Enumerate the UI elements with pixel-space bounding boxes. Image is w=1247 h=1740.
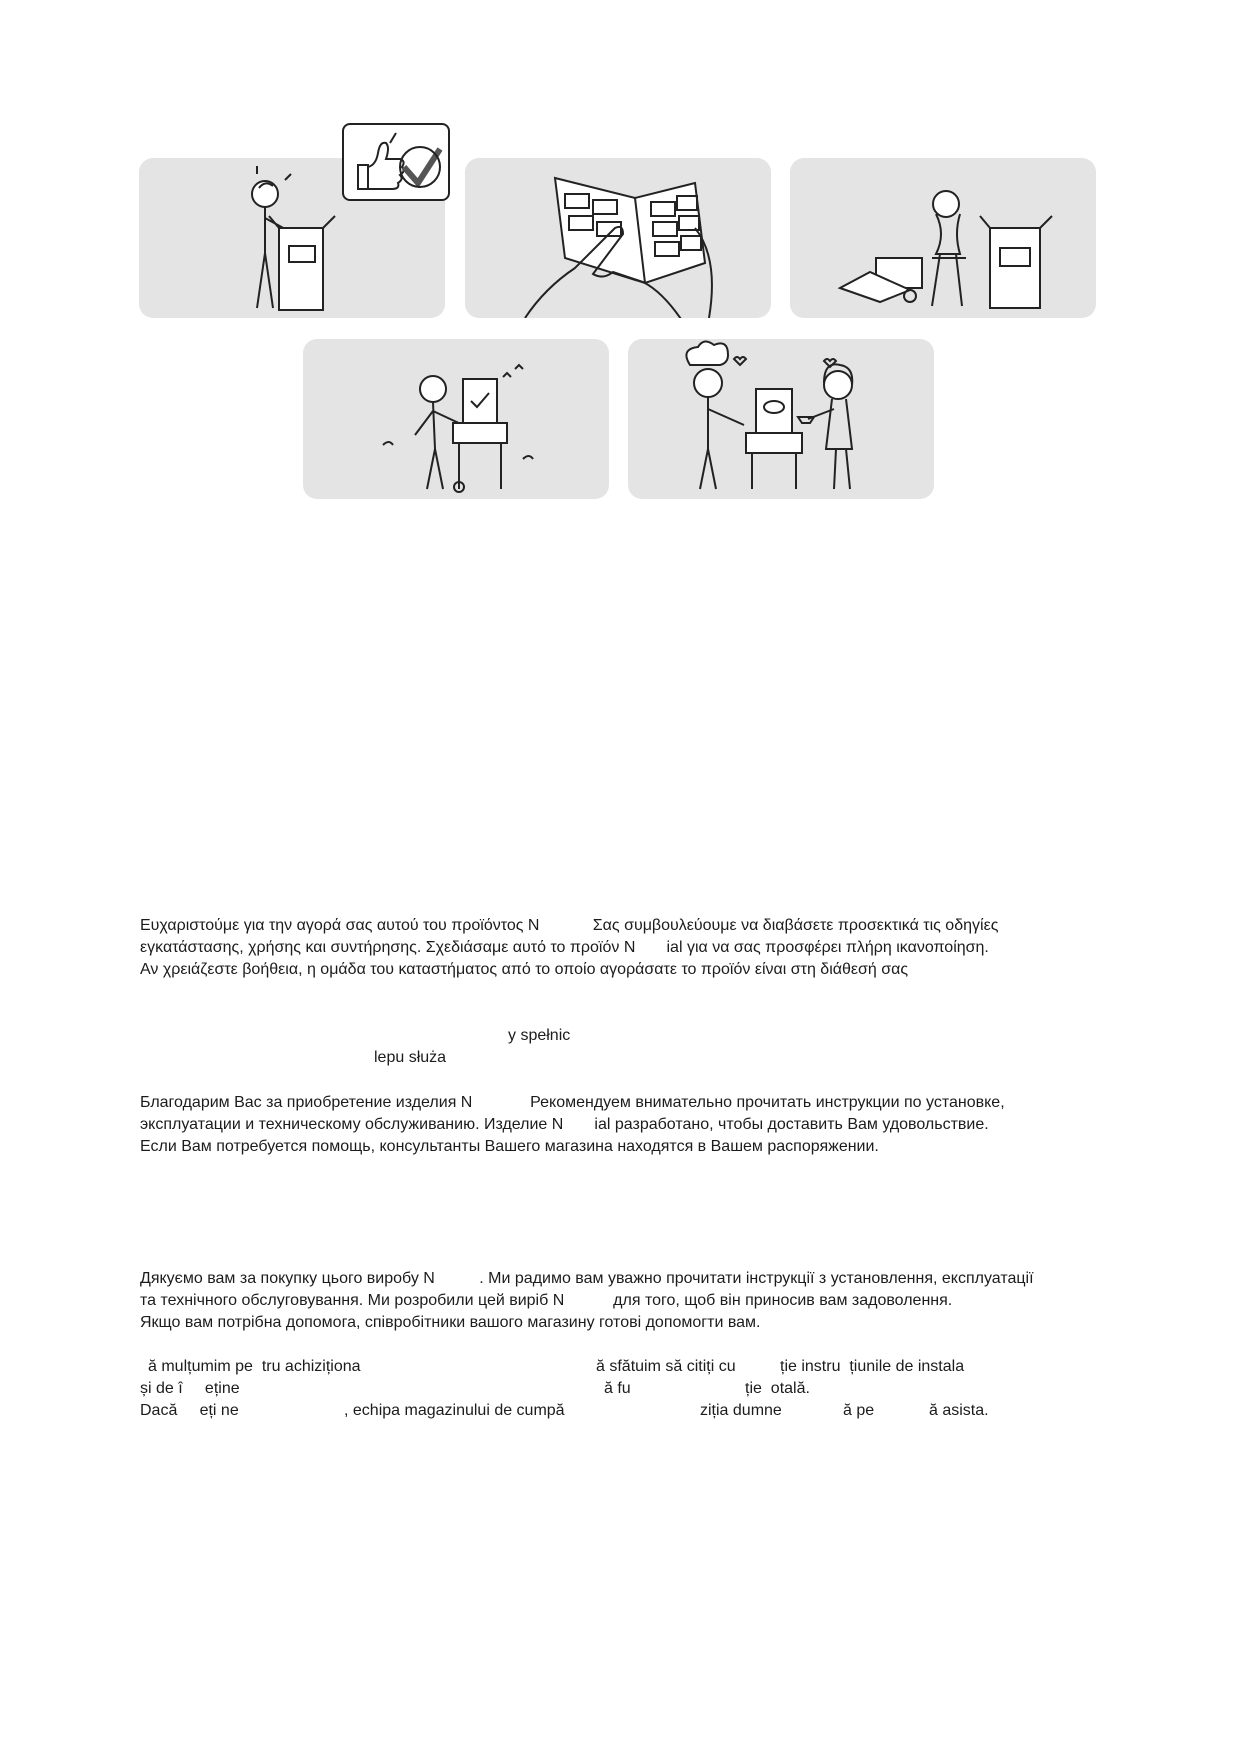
romanian-l3-b: , echipa magazinului de cumpă (344, 1402, 565, 1419)
romanian-l1-c: ție instru țiunile de instala (780, 1358, 965, 1375)
person-using-barbecue-icon (303, 339, 609, 499)
romanian-l2-b: ă fu (604, 1380, 631, 1397)
russian-line-2: эксплуатации и техническому обслуживанию. Изделие N ial разработано, чтобы доставить Вам удовольствие. (140, 1116, 989, 1133)
greek-line-1: Ευχαριστούμε για την αγορά σας αυτού του προϊόντος N Σας συμβουλεύουμε να διαβάσετε προσεκτικά τις οδηγίες (140, 917, 999, 934)
polish-fragment-1: y spełnic (508, 1027, 571, 1044)
romanian-l2-c: ție otală. (745, 1380, 810, 1397)
hand-reading-manual-icon (465, 158, 771, 318)
thumbs-up-check-icon (342, 123, 450, 201)
russian-line-3: Если Вам потребуется помощь, консультанты Вашего магазина находятся в Вашем распоряжении. (140, 1138, 879, 1155)
couple-enjoying-barbecue-icon (628, 339, 934, 499)
illustration-manual (465, 158, 771, 318)
romanian-l3-c: ziția dumne (700, 1402, 782, 1419)
illustration-installing (790, 158, 1096, 318)
romanian-l2-a: și de î eține (140, 1380, 240, 1397)
romanian-l3-d: ă pe (843, 1402, 875, 1419)
ukrainian-line-2: та технічного обслуговування. Ми розробили цей виріб N для того, щоб він приносив вам задоволення. (140, 1292, 953, 1309)
romanian-l1-a: ă mulțumim pe tru achiziționa (148, 1358, 361, 1375)
russian-line-1: Благодарим Вас за приобретение изделия N Рекомендуем внимательно прочитать инструкции по установке, (140, 1094, 1005, 1111)
romanian-l1-b: ă sfătuim să citiți cu (596, 1358, 736, 1375)
romanian-l3-a: Dacă eți ne (140, 1402, 239, 1419)
greek-line-3: Αν χρειάζεστε βοήθεια, η ομάδα του καταστήματος από το οποίο αγοράσατε το προϊόν είναι στη διάθεσή σας (140, 961, 909, 978)
person-assembling-appliance-icon (790, 158, 1096, 318)
illustration-enjoying (628, 339, 934, 499)
greek-line-2: εγκατάστασης, χρήσης και συντήρησης. Σχεδιάσαμε αυτό το προϊόν N ial για να σας προσφέρει πλήρη ικανοποίηση. (140, 939, 989, 956)
ukrainian-line-3: Якщо вам потрібна допомога, співробітники вашого магазину готові допомогти вам. (140, 1314, 761, 1331)
ukrainian-line-1: Дякуємо вам за покупку цього виробу N . Ми радимо вам уважно прочитати інструкції з установлення, експлуатації (140, 1270, 1034, 1287)
polish-fragment-2: lepu służa (374, 1049, 447, 1066)
illustration-using (303, 339, 609, 499)
romanian-l3-e: ă asista. (929, 1402, 989, 1419)
